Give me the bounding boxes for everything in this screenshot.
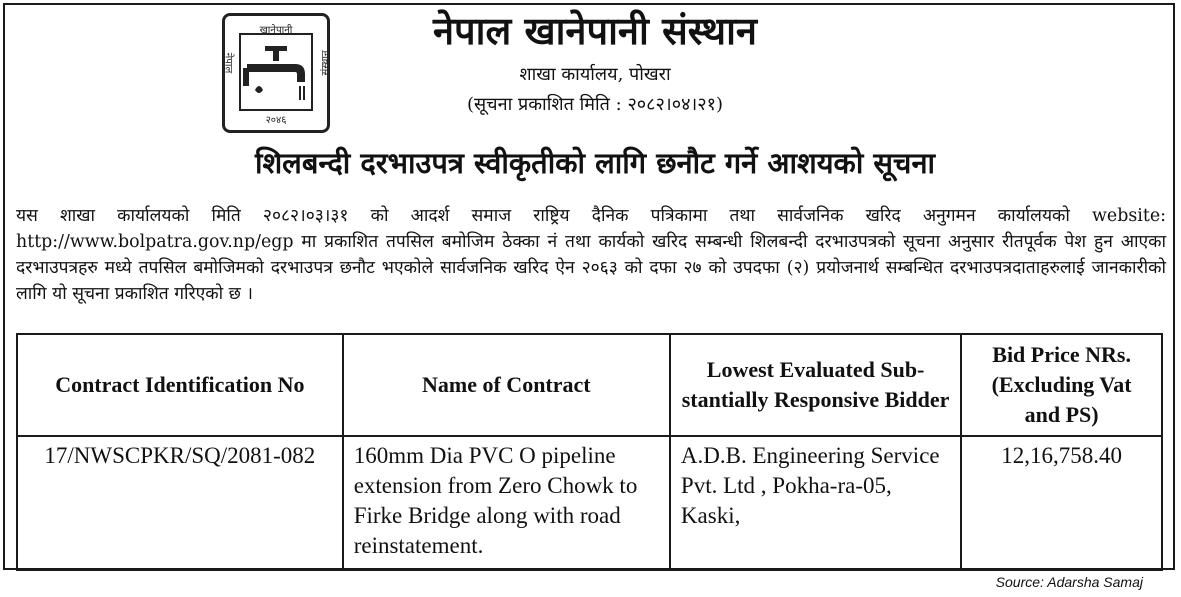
source-credit: Source: Adarsha Samaj	[995, 574, 1143, 590]
nwsc-logo	[222, 13, 330, 133]
bidder-cell: A.D.B. Engineering Service Pvt. Ltd , Pokha-ra-05, Kaski,	[670, 436, 961, 570]
contract-name-cell: 160mm Dia PVC O pipeline extension from Zero Chowk to Firke Bridge along with road reinstatement.	[343, 436, 670, 570]
table-header-row	[17, 334, 1162, 436]
logo-text-right: संस्थान	[320, 50, 332, 76]
contract-id-cell: 17/NWSCPKR/SQ/2081-082	[17, 436, 343, 570]
table-row	[17, 436, 1162, 570]
office-name: शाखा कार्यालय, पोखरा	[519, 64, 671, 85]
logo-text-bottom: २०४६	[265, 115, 287, 126]
header-bid-price: Bid Price NRs. (Excluding Vat and PS)	[961, 334, 1162, 436]
organization-name: नेपाल खानेपानी संस्थान	[432, 9, 758, 53]
header-contract-name: Name of Contract	[343, 334, 670, 436]
header-bidder: Lowest Evaluated Sub-stantially Responsive Bidder	[670, 334, 961, 436]
notice-title: शिलबन्दी दरभाउपत्र स्वीकृतीको लागि छनौट गर्ने आशयको सूचना	[254, 146, 936, 180]
contracts-table	[16, 333, 1163, 571]
logo-text-left: नेपाल	[222, 52, 234, 74]
logo-text-top: खानेपानी	[259, 25, 293, 36]
publication-date: (सूचना प्रकाशित मिति : २०८२।०४।२१)	[466, 94, 723, 115]
header-contract-id: Contract Identification No	[17, 334, 343, 436]
bid-price-cell: 12,16,758.40	[961, 436, 1162, 570]
notice-body-text: यस शाखा कार्यालयको मिति २०८२।०३।३१ को आदर्श समाज राष्ट्रिय दैनिक पत्रिकामा तथा सार्वजनिक खरिद अनुगमन कार्यालयको website: http://www.bolpatra.gov.np/egp मा प्रकाशित तपसिल बमोजिम ठेक्का नं तथा कार्यको खरिद सम्बन्धी शिलबन्दी दरभाउपत्रको सूचना अनुसार रीतपूर्वक पेश हुन आएका दरभाउपत्रहरु मध्ये तपसिल बमोजिमको दरभाउपत्र छनौट भएकोले सार्वजनिक खरिद ऐन २०६३ को दफा २७ को उपदफा (२) प्रयोजनार्थ सम्बन्धित दरभाउपत्रदाताहरुलाई जानकारीको लागि यो सूचना प्रकाशित गरिएको छ ।	[16, 206, 1166, 304]
